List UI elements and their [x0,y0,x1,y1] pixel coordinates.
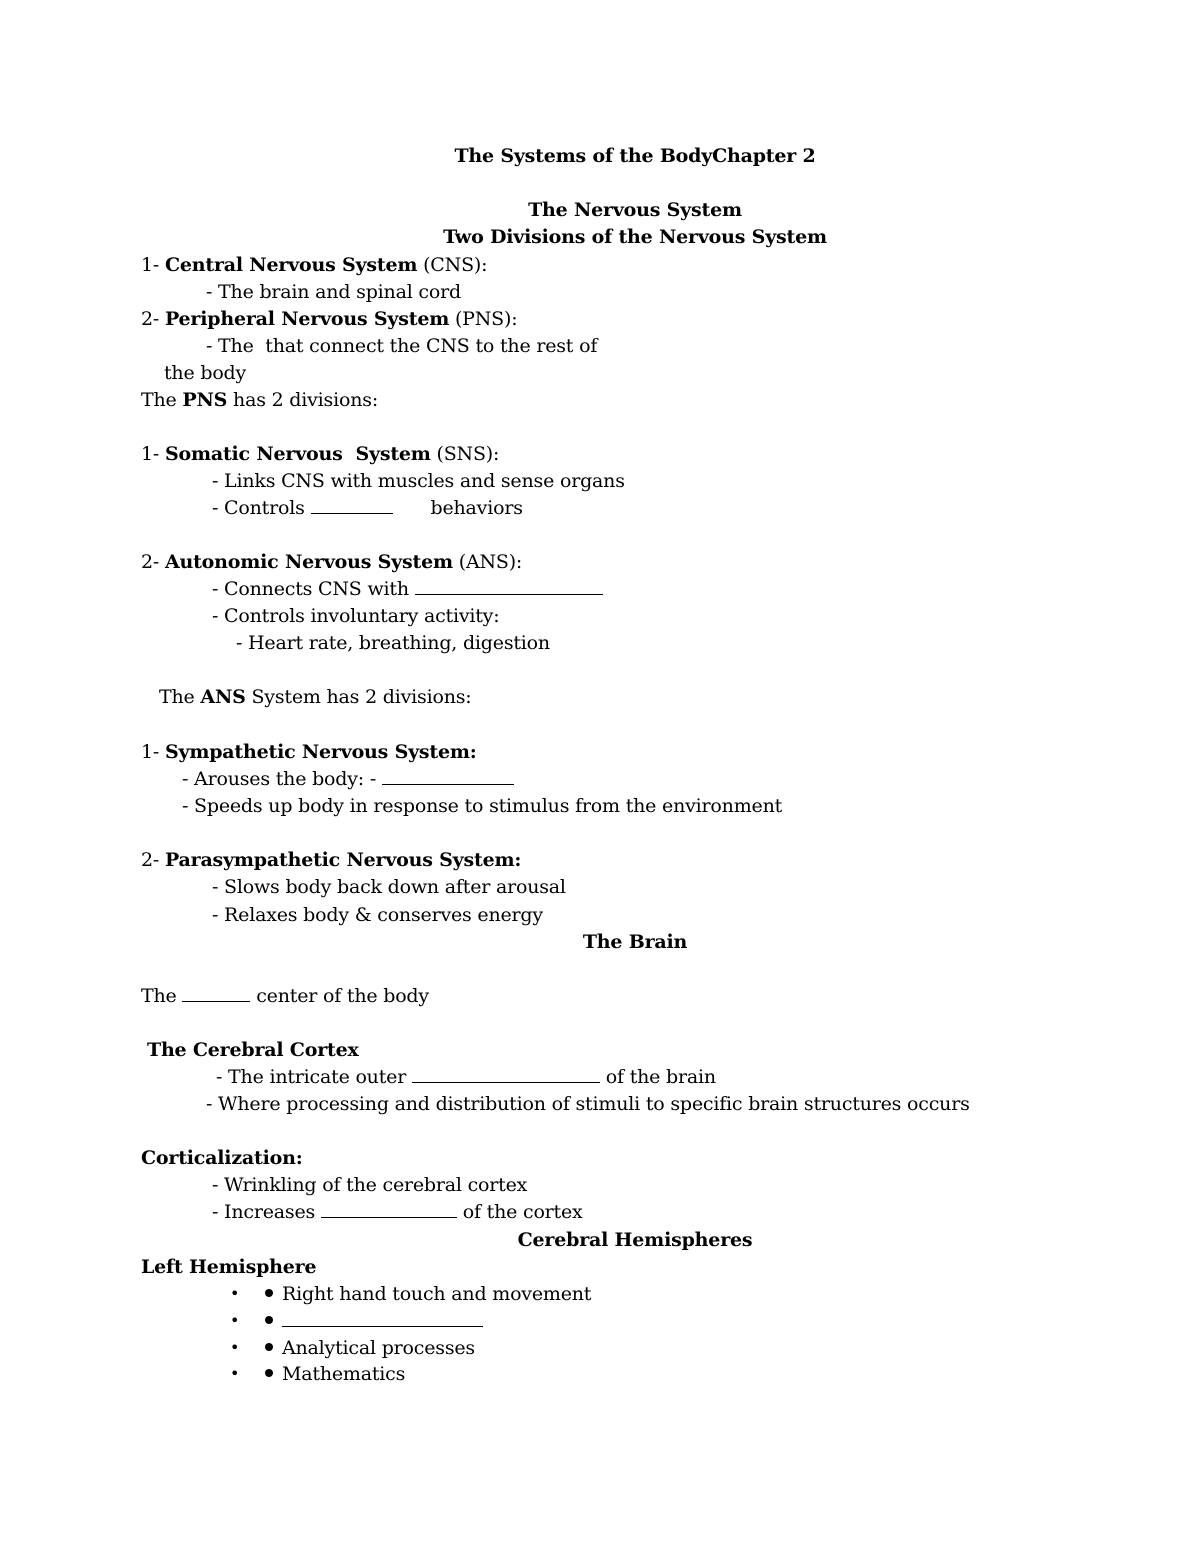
parasympathetic-item-relaxes: - Relaxes body & conserves energy [212,904,543,926]
corticalization-item-increases: - Increases of the cortex [212,1201,583,1223]
pns-description-line2: the body [164,362,247,384]
cortex-item-processing: - Where processing and distribution of stimuli to specific brain structures occurs [206,1093,970,1115]
section-heading-nervous-system: The Nervous System [528,199,742,221]
cortex-item-outer: - The intricate outer of the brain [216,1066,716,1088]
fill-in-blank [282,1308,483,1327]
cerebral-cortex-heading: The Cerebral Cortex [147,1039,359,1061]
list-bullet: • [230,1364,240,1383]
fill-in-blank [412,1064,600,1083]
fill-in-blank [321,1199,457,1218]
list-item: Analytical processes [265,1335,475,1361]
brain-center-line: The center of the body [141,985,429,1007]
list-item [265,1308,483,1334]
corticalization-heading: Corticalization: [141,1147,303,1169]
pns-divisions-text: The PNS has 2 divisions: [141,389,379,411]
ans-item-examples: - Heart rate, breathing, digestion [236,632,550,654]
cns-description: - The brain and spinal cord [206,281,461,303]
bullet-icon [265,1316,273,1324]
sympathetic-item-arouses: - Arouses the body: - [182,766,514,792]
sympathetic-item-speeds: - Speeds up body in response to stimulus from the environment [182,795,783,817]
ans-divisions-text: The ANS System has 2 divisions: [159,686,472,708]
ans-item-connects: - Connects CNS with [212,576,603,602]
sympathetic-heading: 1- Sympathetic Nervous System: [141,741,477,763]
bullet-icon [265,1369,273,1377]
fill-in-blank [311,495,393,514]
bullet-icon [265,1343,273,1351]
list-bullet: • [230,1311,240,1330]
section-heading-brain: The Brain [582,931,688,953]
sns-item-controls: - Controls behaviors [212,497,523,519]
ans-heading: 2- Autonomic Nervous System (ANS): [141,551,523,573]
list-bullet: • [230,1284,240,1303]
list-item: Mathematics [265,1361,405,1387]
subheading-two-divisions: Two Divisions of the Nervous System [443,226,827,248]
pns-heading: 2- Peripheral Nervous System (PNS): [141,308,518,330]
list-bullet: • [230,1338,240,1357]
list-item: Right hand touch and movement [265,1281,591,1307]
section-heading-hemispheres: Cerebral Hemispheres [517,1229,753,1251]
document-title: The Systems of the BodyChapter 2 [454,145,816,167]
fill-in-blank [415,576,603,595]
left-hemisphere-heading: Left Hemisphere [141,1256,317,1278]
bullet-icon [265,1289,273,1297]
fill-in-blank [182,983,250,1002]
fill-in-blank [382,766,514,785]
parasympathetic-heading: 2- Parasympathetic Nervous System: [141,849,522,871]
pns-description-line1: - The that connect the CNS to the rest of [206,335,598,357]
ans-item-controls: - Controls involuntary activity: [212,605,500,627]
sns-heading: 1- Somatic Nervous System (SNS): [141,443,500,465]
parasympathetic-item-slows: - Slows body back down after arousal [212,876,566,898]
corticalization-item-wrinkling: - Wrinkling of the cerebral cortex [212,1174,528,1196]
cns-heading: 1- Central Nervous System (CNS): [141,254,488,276]
sns-item-links: - Links CNS with muscles and sense organs [212,470,625,492]
